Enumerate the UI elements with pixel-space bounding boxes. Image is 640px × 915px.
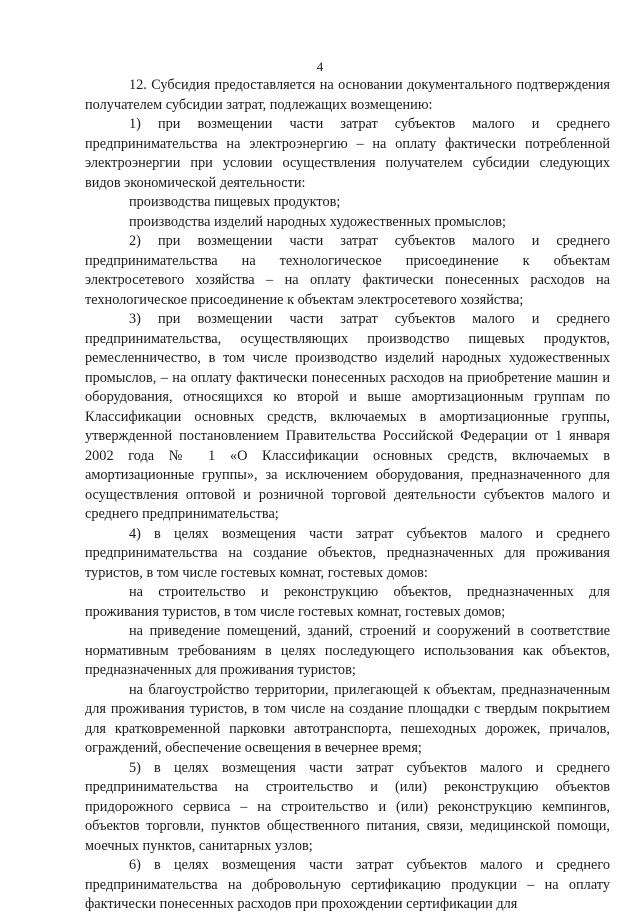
paragraph-item-2: 2) при возмещении части затрат субъектов малого и среднего предпринимательства на технологическое присоединение к объектам электросетевого хозяйства – на оплату фактически понесенных расходов на технологическое присоединение к объектам электросетевого хозяйства; [85, 233, 610, 308]
paragraph-landscaping: на благоустройство территории, прилегающей к объектам, предназначенным для проживания туристов, в том числе на создание площадки с твердым покрытием для кратковременной парковки автотранспорта, пешеходных дорожек, причалов, ограждений, обеспечение освещения в вечернее время; [85, 681, 610, 756]
paragraph-item-4: 4) в целях возмещения части затрат субъектов малого и среднего предпринимательства на создание объектов, предназначенных для проживания туристов, в том числе гостевых комнат, гостевых домов: [85, 525, 610, 581]
paragraph-folk-crafts: производства изделий народных художественных промыслов; [129, 213, 507, 230]
paragraph-premises: на приведение помещений, зданий, строений и сооружений в соответствие нормативным требованиям в целях последующего использования как объектов, предназначенных для проживания туристов; [85, 623, 610, 678]
paragraph-12: 12. Субсидия предоставляется на основании документального подтверждения получателем субсидии затрат, подлежащих возмещению: [85, 77, 610, 113]
paragraph-construction: на строительство и реконструкцию объектов, предназначенных для проживания туристов, в том числе гостевых комнат, гостевых домов; [85, 584, 610, 620]
paragraph-item-6: 6) в целях возмещения части затрат субъектов малого и среднего предпринимательства на добровольную сертификацию продукции – на оплату фактически понесенных расходов при прохождении сертификации для [85, 857, 610, 912]
paragraph-item-1: 1) при возмещении части затрат субъектов малого и среднего предпринимательства на электроэнергию – на оплату фактически потребленной электроэнергии при условии осуществления получателем субсидии следующих видов экономической деятельности: [85, 116, 610, 191]
paragraph-food-production: производства пищевых продуктов; [129, 194, 341, 210]
page-number: 4 [316, 59, 324, 74]
paragraph-item-5: 5) в целях возмещения части затрат субъектов малого и среднего предпринимательства на строительство и (или) реконструкцию объектов придорожного сервиса – на строительство и (или) реконструкцию кемпингов, объектов торговли, пунктов общественного питания, связи, медицинской помощи, моечных пунктов, санитарных узлов; [85, 759, 610, 854]
document-body [85, 76, 610, 915]
paragraph-item-3: 3) при возмещении части затрат субъектов малого и среднего предпринимательства, осуществляющих производство пищевых продуктов, ремесленничество, в том числе производство изделий народных художественных промыслов, – на оплату фактически понесенных расходов на приобретение машин и оборудования, относящихся ко второй и выше амортизационным группам по Классификации основных средств, включаемых в амортизационные группы, утвержденной постановлением Правительства Российской Федерации от 1 января 2002 года № 1 «О Классификации основных средств, включаемых в амортизационные группы», за исключением оборудования, предназначенного для осуществления оптовой и розничной торговой деятельности субъектов малого и среднего предпринимательства; [85, 311, 610, 522]
